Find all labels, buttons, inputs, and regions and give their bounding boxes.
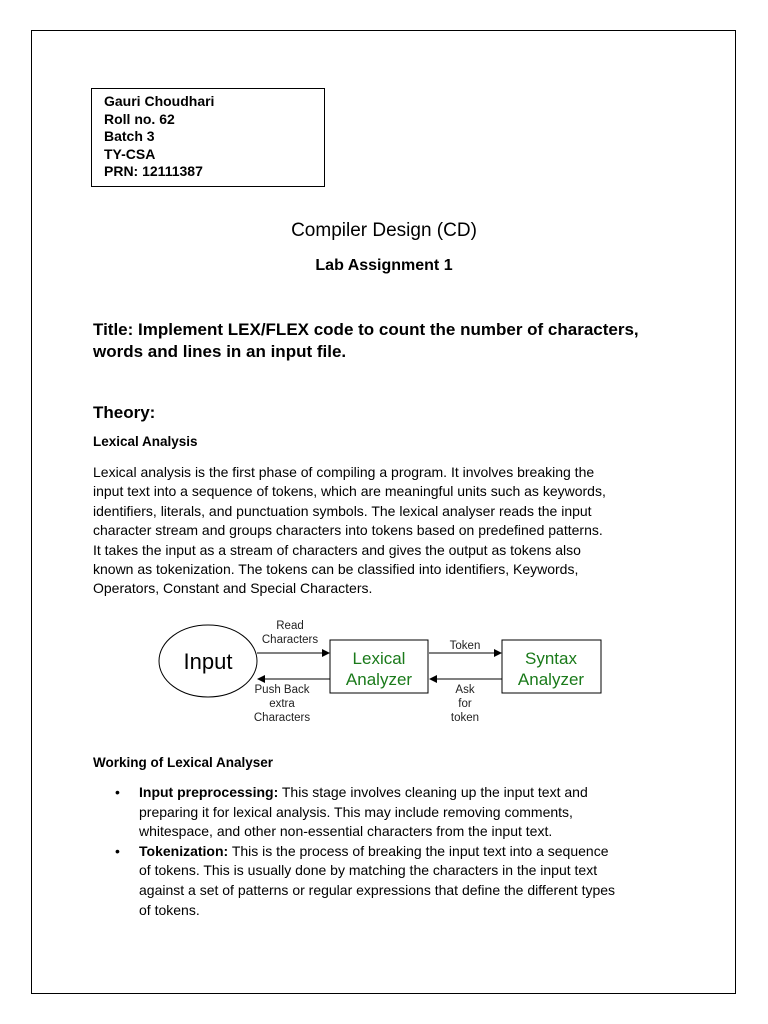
assignment-title-line: words and lines in an input file. <box>93 342 347 361</box>
item-text: This is the process of breaking the input text into a sequence <box>228 842 609 859</box>
list-item <box>93 783 713 842</box>
paragraph-line: character stream and groups characters into tokens based on predefined patterns. <box>93 522 603 539</box>
pushback-label-line1: Push Back <box>254 684 310 696</box>
prn: PRN: 12111387 <box>104 163 203 180</box>
working-heading: Working of Lexical Analyser <box>93 755 274 770</box>
paragraph-line: Lexical analysis is the first phase of compiling a program. It involves breaking the <box>93 464 595 480</box>
pushback-label-line3: Characters <box>253 712 311 724</box>
ask-label-line3: token <box>450 712 480 724</box>
item-text: preparing it for lexical analysis. This may include removing comments, <box>139 803 573 820</box>
course-title: Compiler Design (CD) <box>291 220 477 241</box>
lexical-label-line2: Analyzer <box>345 670 413 689</box>
item-term: Input preprocessing: <box>139 784 279 800</box>
student-name: Gauri Choudhari <box>104 93 215 109</box>
lab-title: Lab Assignment 1 <box>315 257 453 274</box>
working-list <box>93 783 713 920</box>
ask-label-line2: for <box>458 698 472 710</box>
paragraph-line: identifiers, literals, and punctuation symbols. The lexical analyser reads the input <box>93 502 592 519</box>
syntax-label-line2: Analyzer <box>517 670 585 689</box>
assignment-title-line: Title: Implement LEX/FLEX code to count the number of characters, <box>93 320 639 339</box>
paragraph-line: It takes the input as a stream of characters and gives the output as tokens also <box>93 541 581 558</box>
paragraph-line: Operators, Constant and Special Characters. <box>93 580 373 597</box>
input-label: Input <box>183 649 233 674</box>
ask-label-line1: Ask <box>455 684 475 696</box>
assignment-title <box>93 319 713 363</box>
bullet-icon: • <box>115 842 120 859</box>
item-text: of tokens. This is usually done by matching the characters in the input text <box>139 862 598 879</box>
token-label: Token <box>449 640 481 652</box>
lexical-analysis-paragraph <box>93 463 693 599</box>
lexical-analysis-heading: Lexical Analysis <box>93 434 198 449</box>
paragraph-line: known as tokenization. The tokens can be classified into identifiers, Keywords, <box>93 561 579 578</box>
read-label-line1: Read <box>276 620 304 632</box>
lexical-analyzer-diagram <box>150 612 620 732</box>
paragraph-line: input text into a sequence of tokens, which are meaningful units such as keywords, <box>93 483 606 500</box>
class-name: TY-CSA <box>104 145 156 162</box>
item-text: of tokens. <box>139 901 200 918</box>
read-label-line2: Characters <box>261 634 319 646</box>
batch: Batch 3 <box>104 128 155 145</box>
theory-heading: Theory: <box>93 403 156 422</box>
syntax-label-line1: Syntax <box>525 649 577 668</box>
item-text: This stage involves cleaning up the input text and <box>278 784 588 800</box>
item-term: Tokenization: <box>139 842 229 859</box>
list-item <box>93 842 713 920</box>
roll-number: Roll no. 62 <box>104 110 175 127</box>
bullet-icon: • <box>115 784 120 800</box>
lexical-label-line1: Lexical <box>352 649 406 668</box>
item-text: against a set of patterns or regular expressions that define the different types <box>139 881 616 898</box>
item-text: whitespace, and other non-essential characters from the input text. <box>139 823 553 840</box>
pushback-label-line2: extra <box>269 698 295 710</box>
student-info-box <box>91 88 325 187</box>
